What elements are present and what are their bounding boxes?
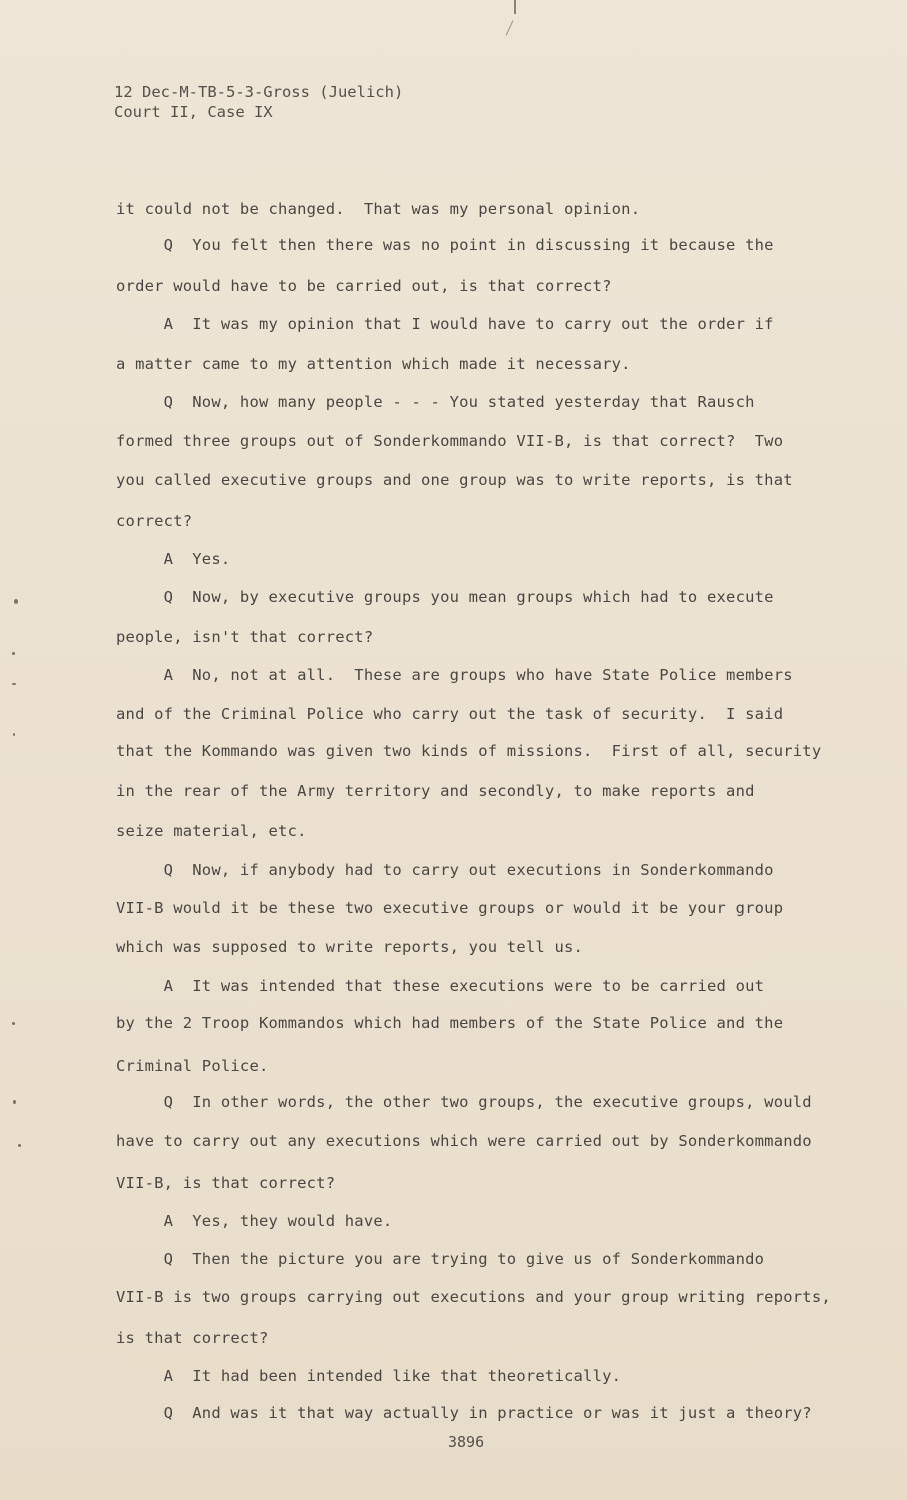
margin-speck xyxy=(14,599,18,604)
transcript-line: correct? xyxy=(116,512,193,530)
transcript-line: A Yes. xyxy=(116,550,231,568)
transcript-line: it could not be changed. That was my personal opinion. xyxy=(116,200,641,218)
transcript-line: in the rear of the Army territory and secondly, to make reports and xyxy=(116,782,755,800)
transcript-line: A Yes, they would have. xyxy=(116,1212,393,1230)
margin-speck xyxy=(12,683,16,685)
transcript-line: Q Then the picture you are trying to give us of Sonderkommando xyxy=(116,1250,765,1268)
transcript-line: have to carry out any executions which were carried out by Sonderkommando xyxy=(116,1132,812,1150)
transcript-line: Q You felt then there was no point in discussing it because the xyxy=(116,236,774,254)
transcript-line: Q Now, by executive groups you mean groups which had to execute xyxy=(116,588,774,606)
header-court: Court II, Case IX xyxy=(114,103,273,121)
transcript-line: which was supposed to write reports, you tell us. xyxy=(116,938,584,956)
margin-speck xyxy=(13,1100,16,1104)
page-number: 3896 xyxy=(448,1433,485,1451)
transcript-line: Q And was it that way actually in practice or was it just a theory? xyxy=(116,1404,812,1422)
transcript-line: is that correct? xyxy=(116,1329,269,1347)
transcript-line: Q In other words, the other two groups, the executive groups, would xyxy=(116,1093,812,1111)
transcript-line: by the 2 Troop Kommandos which had members of the State Police and the xyxy=(116,1014,784,1032)
transcript-line: A It had been intended like that theoretically. xyxy=(116,1367,622,1385)
transcript-line: VII-B would it be these two executive groups or would it be your group xyxy=(116,899,784,917)
transcript-line: Criminal Police. xyxy=(116,1057,269,1075)
transcript-line: that the Kommando was given two kinds of missions. First of all, security xyxy=(116,742,822,760)
transcript-line: you called executive groups and one group was to write reports, is that xyxy=(116,471,793,489)
transcript-line: people, isn't that correct? xyxy=(116,628,374,646)
transcript-line: A It was my opinion that I would have to carry out the order if xyxy=(116,315,774,333)
transcript-line: a matter came to my attention which made it necessary. xyxy=(116,355,631,373)
transcript-line: Q Now, if anybody had to carry out executions in Sonderkommando xyxy=(116,861,774,879)
margin-speck xyxy=(13,733,15,736)
transcript-line: A It was intended that these executions were to be carried out xyxy=(116,977,765,995)
transcript-line: A No, not at all. These are groups who have State Police members xyxy=(116,666,793,684)
header-case-reference: 12 Dec-M-TB-5-3-Gross (Juelich) xyxy=(114,83,404,101)
transcript-line: seize material, etc. xyxy=(116,822,307,840)
transcript-line: VII-B, is that correct? xyxy=(116,1174,336,1192)
transcript-line: Q Now, how many people - - - You stated yesterday that Rausch xyxy=(116,393,755,411)
margin-speck xyxy=(12,1022,15,1025)
transcript-line: VII-B is two groups carrying out executions and your group writing reports, xyxy=(116,1288,831,1306)
transcript-line: and of the Criminal Police who carry out the task of security. I said xyxy=(116,705,784,723)
transcript-line: formed three groups out of Sonderkommando VII-B, is that correct? Two xyxy=(116,432,784,450)
margin-speck xyxy=(18,1144,21,1147)
transcript-line: order would have to be carried out, is that correct? xyxy=(116,277,612,295)
margin-speck xyxy=(12,652,15,655)
